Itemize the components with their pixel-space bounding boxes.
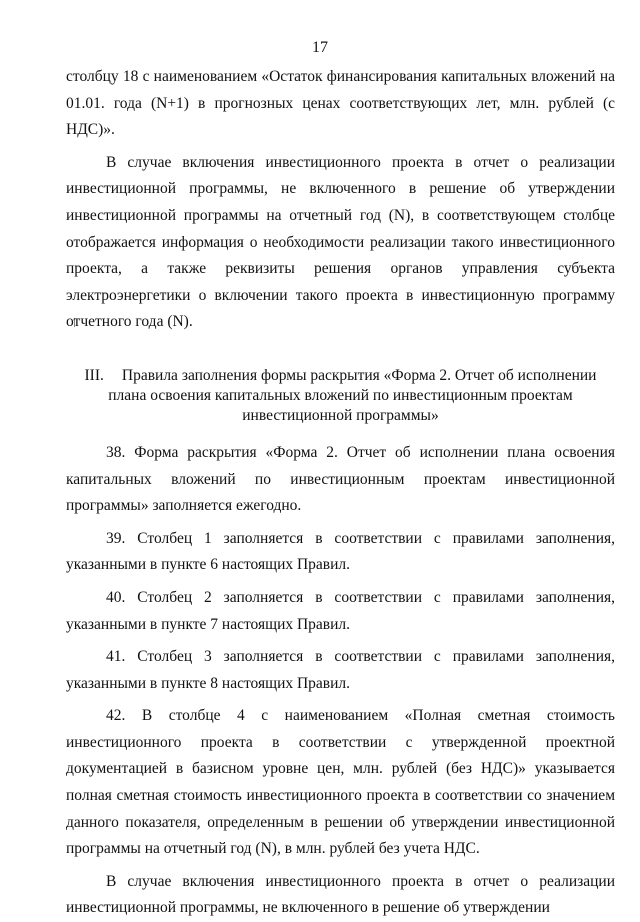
paragraph-new-project-case: В случае включения инвестиционного проекта в отчет о реализации инвестиционной программы, не включенного в решение об утверждении инвестиционной программы на отчетный год (N), в соответствующем столбце отображается информация о необходимости реализации такого инвестиционного проекта, а также реквизиты решения органов управления субъекта электроэнергетики о включении такого проекта в инвестиционную программу отчетного года (N).	[66, 153, 615, 331]
page-number: 17	[312, 39, 328, 56]
section-numeral: III.	[84, 366, 104, 384]
paragraph-item-39: 39. Столбец 1 заполняется в соответствии с правилами заполнения, указанными в пункте 6 настоящих Правил.	[66, 529, 615, 574]
paragraph-continuation: столбцу 18 с наименованием «Остаток финансирования капитальных вложений на 01.01. года (N+1) в прогнозных ценах соответствующих лет, млн. рублей (с НДС)».	[66, 68, 615, 139]
paragraph-item-42: 42. В столбце 4 с наименованием «Полная сметная стоимость инвестиционного проекта в соответствии с утвержденной проектной документацией в базисном уровне цен, млн. рублей (без НДС)» указывается полная сметная стоимость инвестиционного проекта в соответствии со значением данного показателя, определенным в решении об утверждении инвестиционной программы на отчетный год (N), в млн. рублей без учета НДС.	[66, 707, 615, 858]
paragraph-item-38: 38. Форма раскрытия «Форма 2. Отчет об исполнении плана освоения капитальных вложений по инвестиционным проектам инвестиционной программы» заполняется ежегодно.	[66, 443, 615, 515]
section-heading	[66, 366, 615, 426]
paragraph-item-41: 41. Столбец 3 заполняется в соответствии с правилами заполнения, указанными в пункте 8 настоящих Правил.	[66, 648, 615, 692]
paragraph-item-40: 40. Столбец 2 заполняется в соответствии с правилами заполнения, указанными в пункте 7 настоящих Правил.	[66, 588, 615, 633]
section-title: Правила заполнения формы раскрытия «Форма 2. Отчет об исполнении плана освоения капитальных вложений по инвестиционным проектам инвестиционной программы»	[108, 366, 597, 424]
paragraph-item-42-continuation: В случае включения инвестиционного проекта в отчет о реализации инвестиционной программы, не включенного в решение об утверждении	[66, 872, 615, 917]
document-body	[66, 64, 615, 922]
